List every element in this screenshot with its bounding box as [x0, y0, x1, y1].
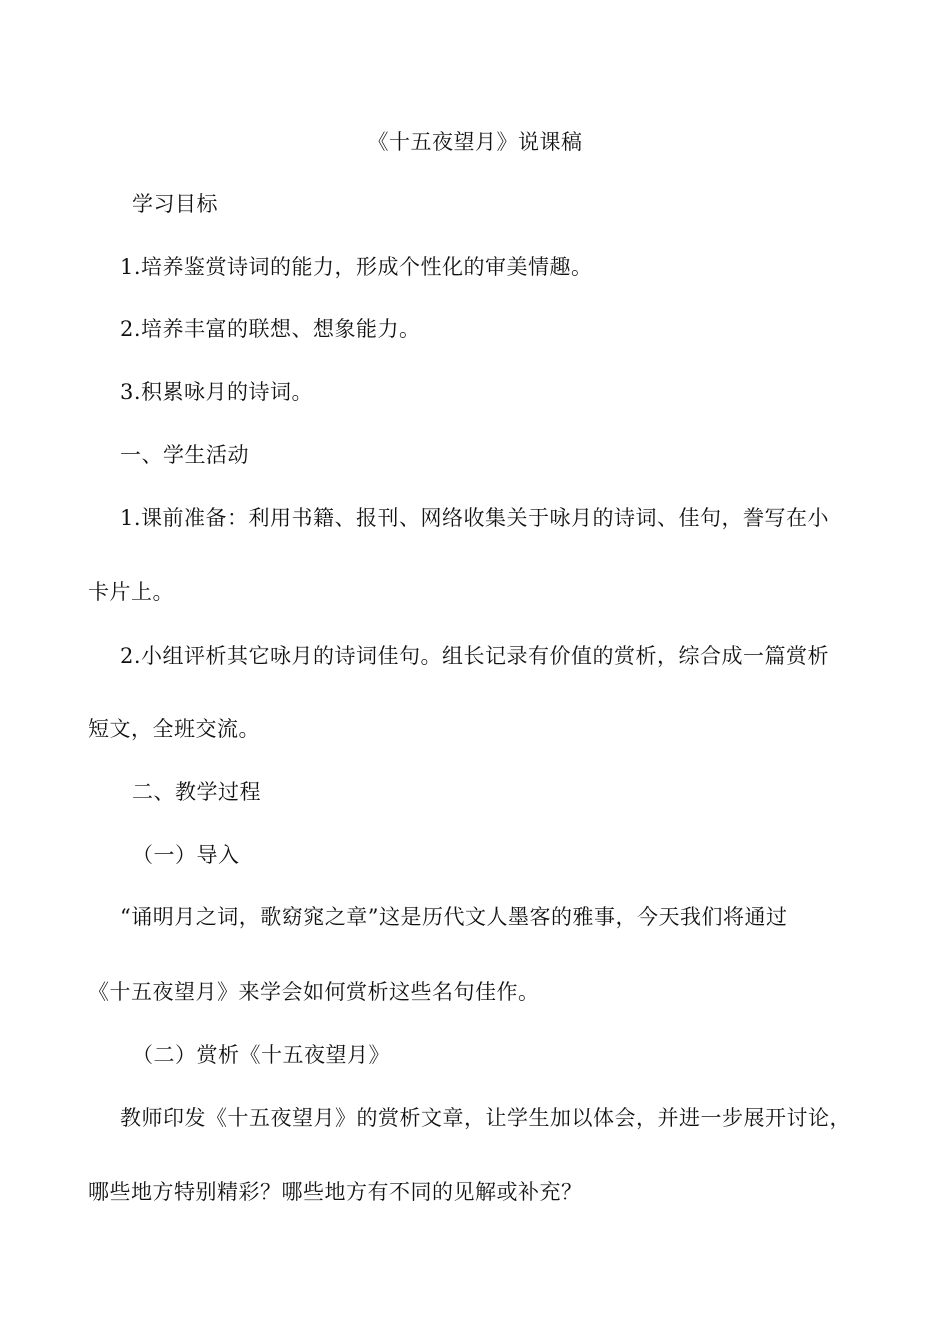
section-heading-teaching-process: 二、教学过程: [132, 780, 261, 804]
section-heading-student-activities: 一、学生活动: [120, 443, 249, 467]
paragraph-introduction-continued: 《十五夜望月》来学会如何赏析这些名句佳作。: [88, 980, 540, 1004]
goal-item-3: 3.积累咏月的诗词。: [120, 380, 314, 404]
paragraph-appreciation: 教师印发《十五夜望月》的赏析文章，让学生加以体会，并进一步展开讨论，: [120, 1106, 851, 1130]
paragraph-introduction: “诵明月之词，歌窈窕之章”这是历代文人墨客的雅事，今天我们将通过: [120, 905, 788, 929]
paragraph-appreciation-continued: 哪些地方特别精彩？哪些地方有不同的见解或补充？: [88, 1180, 583, 1204]
activity-item-2: 2.小组评析其它咏月的诗词佳句。组长记录有价值的赏析，综合成一篇赏析: [120, 644, 830, 668]
subheading-appreciation: （二）赏析《十五夜望月》: [132, 1043, 390, 1067]
subheading-introduction: （一）导入: [132, 843, 240, 867]
section-heading-learning-goals: 学习目标: [132, 192, 218, 216]
goal-item-2: 2.培养丰富的联想、想象能力。: [120, 317, 421, 341]
activity-item-1-continued: 卡片上。: [88, 580, 174, 604]
activity-item-2-continued: 短文，全班交流。: [88, 717, 260, 741]
activity-item-1: 1.课前准备：利用书籍、报刊、网络收集关于咏月的诗词、佳句，誊写在小: [120, 506, 830, 530]
document-title: 《十五夜望月》说课稿: [367, 130, 583, 154]
goal-item-1: 1.培养鉴赏诗词的能力，形成个性化的审美情趣。: [120, 255, 593, 279]
